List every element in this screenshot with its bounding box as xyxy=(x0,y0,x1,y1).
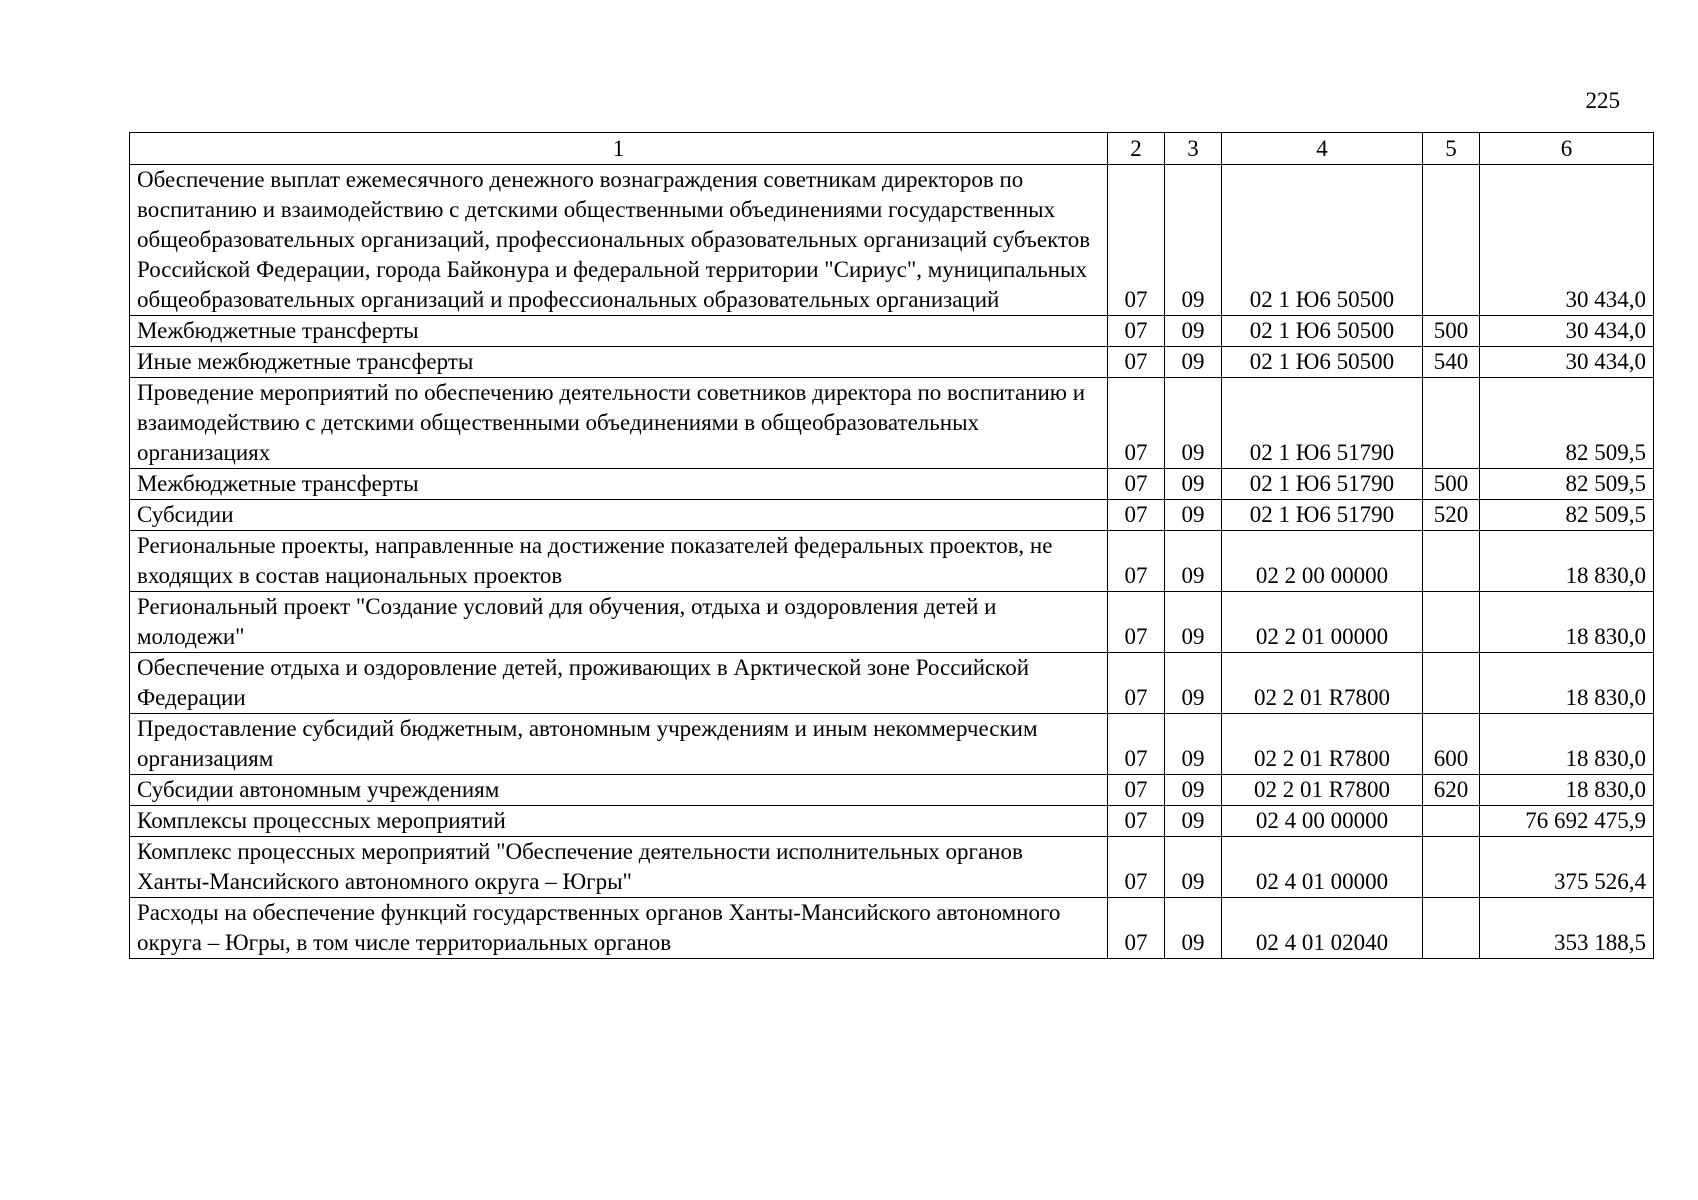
header-col-4: 4 xyxy=(1222,133,1423,165)
cell-expense-type xyxy=(1423,837,1480,898)
cell-subsection: 09 xyxy=(1165,592,1222,653)
cell-subsection: 09 xyxy=(1165,775,1222,806)
cell-expense-type: 540 xyxy=(1423,347,1480,378)
cell-section: 07 xyxy=(1108,378,1165,469)
cell-name: Иные межбюджетные трансферты xyxy=(130,347,1108,378)
cell-amount: 82 509,5 xyxy=(1480,500,1654,531)
cell-amount: 30 434,0 xyxy=(1480,347,1654,378)
cell-amount: 30 434,0 xyxy=(1480,316,1654,347)
cell-expense-type: 500 xyxy=(1423,469,1480,500)
table-row xyxy=(130,714,1654,775)
cell-amount: 30 434,0 xyxy=(1480,165,1654,316)
cell-expense-type xyxy=(1423,378,1480,469)
cell-name: Комплекс процессных мероприятий "Обеспечение деятельности исполнительных органов Ханты-Мансийского автономного округа – Югры" xyxy=(130,837,1108,898)
cell-subsection: 09 xyxy=(1165,347,1222,378)
cell-section: 07 xyxy=(1108,898,1165,959)
table-row xyxy=(130,898,1654,959)
cell-target-article: 02 2 01 R7800 xyxy=(1222,775,1423,806)
cell-target-article: 02 2 01 R7800 xyxy=(1222,714,1423,775)
cell-amount: 375 526,4 xyxy=(1480,837,1654,898)
cell-section: 07 xyxy=(1108,469,1165,500)
cell-name: Проведение мероприятий по обеспечению деятельности советников директора по воспитанию и взаимодействию с детскими общественными объединениями в общеобразовательных организациях xyxy=(130,378,1108,469)
cell-target-article: 02 4 01 02040 xyxy=(1222,898,1423,959)
cell-section: 07 xyxy=(1108,347,1165,378)
cell-target-article: 02 1 Ю6 50500 xyxy=(1222,165,1423,316)
cell-amount: 82 509,5 xyxy=(1480,469,1654,500)
cell-target-article: 02 4 00 00000 xyxy=(1222,806,1423,837)
cell-name: Субсидии автономным учреждениям xyxy=(130,775,1108,806)
cell-expense-type: 520 xyxy=(1423,500,1480,531)
table-row xyxy=(130,316,1654,347)
cell-section: 07 xyxy=(1108,592,1165,653)
cell-expense-type: 620 xyxy=(1423,775,1480,806)
cell-section: 07 xyxy=(1108,165,1165,316)
cell-name: Субсидии xyxy=(130,500,1108,531)
table-row xyxy=(130,837,1654,898)
header-col-3: 3 xyxy=(1165,133,1222,165)
header-row xyxy=(130,133,1654,165)
cell-section: 07 xyxy=(1108,653,1165,714)
cell-expense-type xyxy=(1423,898,1480,959)
cell-target-article: 02 2 01 R7800 xyxy=(1222,653,1423,714)
budget-table xyxy=(129,132,1654,959)
table-body xyxy=(130,165,1654,959)
cell-subsection: 09 xyxy=(1165,806,1222,837)
table-row xyxy=(130,653,1654,714)
cell-name: Предоставление субсидий бюджетным, автономным учреждениям и иным некоммерческим организациям xyxy=(130,714,1108,775)
cell-target-article: 02 4 01 00000 xyxy=(1222,837,1423,898)
table-row xyxy=(130,775,1654,806)
table-row xyxy=(130,500,1654,531)
table-row xyxy=(130,531,1654,592)
cell-subsection: 09 xyxy=(1165,837,1222,898)
cell-name: Региональные проекты, направленные на достижение показателей федеральных проектов, не входящих в состав национальных проектов xyxy=(130,531,1108,592)
cell-subsection: 09 xyxy=(1165,714,1222,775)
cell-amount: 353 188,5 xyxy=(1480,898,1654,959)
table-row xyxy=(130,165,1654,316)
cell-section: 07 xyxy=(1108,775,1165,806)
cell-section: 07 xyxy=(1108,837,1165,898)
table-row xyxy=(130,806,1654,837)
cell-amount: 82 509,5 xyxy=(1480,378,1654,469)
page-number: 225 xyxy=(1585,88,1620,113)
cell-expense-type xyxy=(1423,806,1480,837)
header-col-6: 6 xyxy=(1480,133,1654,165)
cell-target-article: 02 1 Ю6 51790 xyxy=(1222,500,1423,531)
cell-subsection: 09 xyxy=(1165,531,1222,592)
cell-name: Межбюджетные трансферты xyxy=(130,316,1108,347)
cell-expense-type: 500 xyxy=(1423,316,1480,347)
cell-target-article: 02 1 Ю6 51790 xyxy=(1222,469,1423,500)
cell-amount: 18 830,0 xyxy=(1480,775,1654,806)
header-col-5: 5 xyxy=(1423,133,1480,165)
cell-subsection: 09 xyxy=(1165,500,1222,531)
cell-target-article: 02 2 01 00000 xyxy=(1222,592,1423,653)
cell-target-article: 02 2 00 00000 xyxy=(1222,531,1423,592)
cell-expense-type xyxy=(1423,531,1480,592)
cell-subsection: 09 xyxy=(1165,316,1222,347)
cell-subsection: 09 xyxy=(1165,469,1222,500)
cell-target-article: 02 1 Ю6 51790 xyxy=(1222,378,1423,469)
table-row xyxy=(130,592,1654,653)
cell-subsection: 09 xyxy=(1165,165,1222,316)
cell-amount: 18 830,0 xyxy=(1480,592,1654,653)
cell-expense-type: 600 xyxy=(1423,714,1480,775)
cell-name: Комплексы процессных мероприятий xyxy=(130,806,1108,837)
cell-name: Обеспечение выплат ежемесячного денежного вознаграждения советникам директоров по воспитанию и взаимодействию с детскими общественными объединениями государственных общеобразовательных организаций, профессиональных образовательных организаций субъектов Российской Федерации, города Байконура и федеральной территории "Сириус", муниципальных общеобразовательных организаций и профессиональных образовательных организаций xyxy=(130,165,1108,316)
cell-expense-type xyxy=(1423,592,1480,653)
cell-amount: 18 830,0 xyxy=(1480,531,1654,592)
cell-expense-type xyxy=(1423,165,1480,316)
cell-section: 07 xyxy=(1108,806,1165,837)
cell-name: Обеспечение отдыха и оздоровление детей, проживающих в Арктической зоне Российской Федерации xyxy=(130,653,1108,714)
table-row xyxy=(130,347,1654,378)
cell-name: Межбюджетные трансферты xyxy=(130,469,1108,500)
cell-section: 07 xyxy=(1108,500,1165,531)
cell-name: Расходы на обеспечение функций государственных органов Ханты-Мансийского автономного округа – Югры, в том числе территориальных органов xyxy=(130,898,1108,959)
cell-amount: 18 830,0 xyxy=(1480,653,1654,714)
cell-section: 07 xyxy=(1108,531,1165,592)
cell-subsection: 09 xyxy=(1165,378,1222,469)
cell-target-article: 02 1 Ю6 50500 xyxy=(1222,347,1423,378)
cell-amount: 18 830,0 xyxy=(1480,714,1654,775)
header-col-2: 2 xyxy=(1108,133,1165,165)
cell-name: Региональный проект "Создание условий для обучения, отдыха и оздоровления детей и молодежи" xyxy=(130,592,1108,653)
table-row xyxy=(130,378,1654,469)
cell-amount: 76 692 475,9 xyxy=(1480,806,1654,837)
cell-subsection: 09 xyxy=(1165,653,1222,714)
cell-subsection: 09 xyxy=(1165,898,1222,959)
table-row xyxy=(130,469,1654,500)
cell-section: 07 xyxy=(1108,316,1165,347)
cell-expense-type xyxy=(1423,653,1480,714)
cell-section: 07 xyxy=(1108,714,1165,775)
header-col-1: 1 xyxy=(130,133,1108,165)
cell-target-article: 02 1 Ю6 50500 xyxy=(1222,316,1423,347)
